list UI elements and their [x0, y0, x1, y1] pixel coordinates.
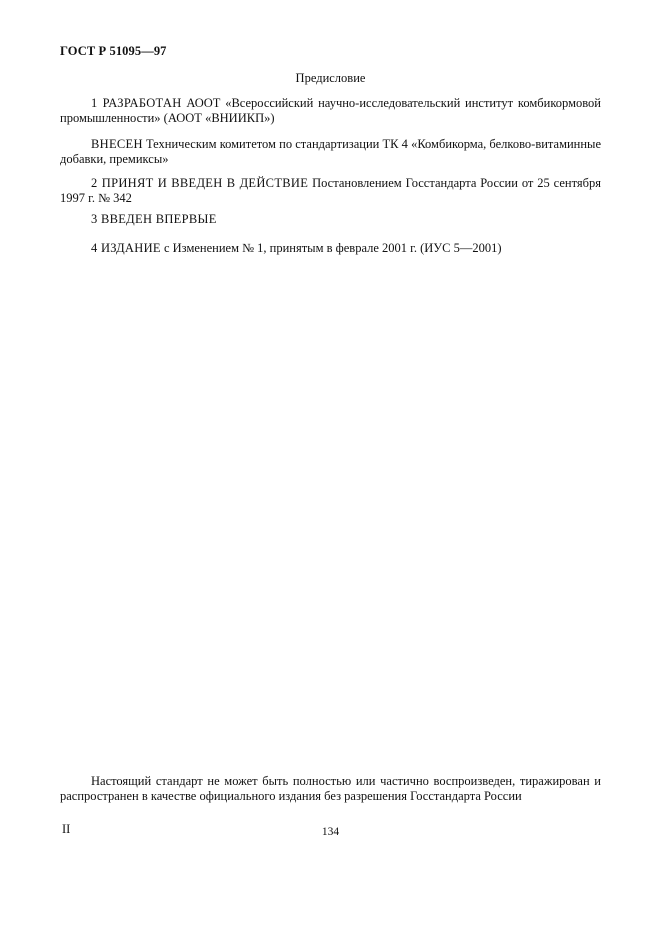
item-text: АООТ «Всероссийский научно-исследовательский институт комбикормовой промышленности» (АООТ «ВНИИКП»): [60, 96, 601, 125]
item-text: с Изменением № 1, принятым в феврале 2001 г. (ИУС 5—2001): [163, 241, 502, 255]
foreword-item-introduced: [60, 137, 601, 166]
item-lead: 1 РАЗРАБОТАН: [91, 96, 182, 110]
copyright-notice: Настоящий стандарт не может быть полностью или частично воспроизведен, тиражирован и распространен в качестве официального издания без разрешения Госстандарта России: [60, 774, 601, 803]
item-text: Техническим комитетом по стандартизации ТК 4 «Комбикорма, белково-витаминные добавки, премиксы»: [60, 137, 602, 166]
foreword-item-developed: [60, 96, 601, 125]
item-lead: 2 ПРИНЯТ И ВВЕДЕН В ДЕЙСТВИЕ: [91, 176, 309, 190]
page-number: 134: [321, 826, 340, 838]
foreword-item-adopted: [60, 176, 601, 205]
item-lead: 3 ВВЕДЕН ВПЕРВЫЕ: [91, 212, 217, 226]
foreword-item-first-introduced: [60, 212, 601, 227]
roman-page-number: II: [62, 822, 71, 836]
foreword-title: Предисловие: [295, 71, 366, 85]
standard-code: ГОСТ Р 51095—97: [60, 44, 167, 58]
item-lead: ВНЕСЕН: [91, 137, 143, 151]
item-lead: 4 ИЗДАНИЕ: [91, 241, 161, 255]
foreword-item-edition: [60, 241, 601, 256]
item-text: Постановлением Госстандарта России от 25 сентября 1997 г. № 342: [60, 176, 602, 205]
